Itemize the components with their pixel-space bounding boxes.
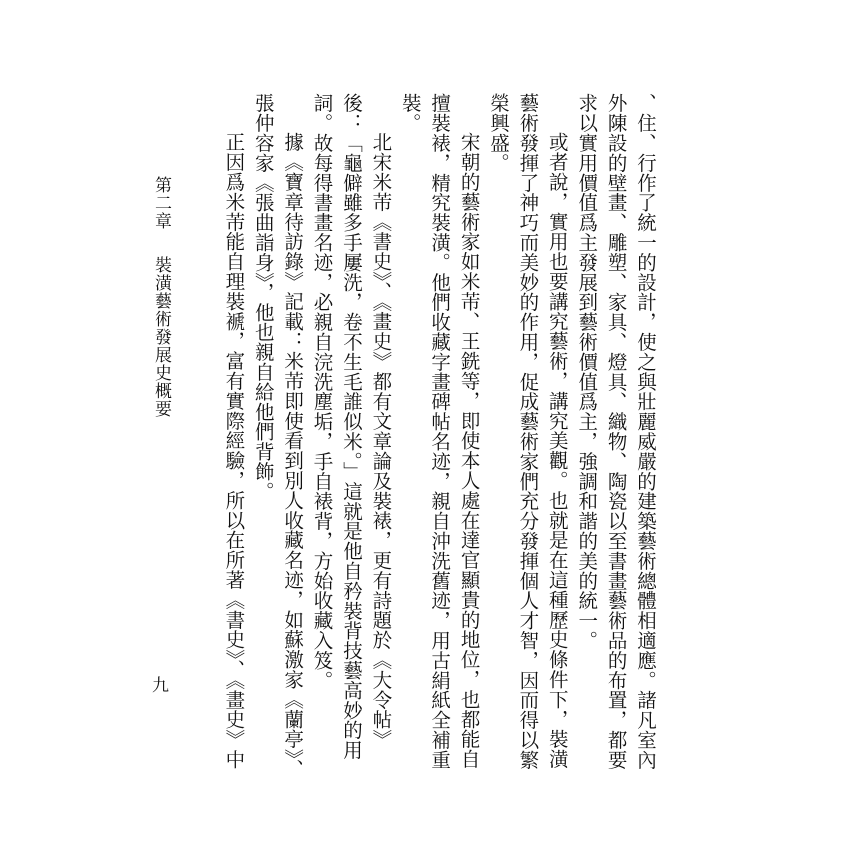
paragraph-1: 、住、行作了統一的設計，使之與壯麗威嚴的建築藝術總體相適應。諸凡室內外陳設的壁畫、雕塑、家具、燈具、織物、陶瓷以至書畫藝術品的布置，都要求以實用價值爲主發展到藝術價值爲主，強調和諧的美的統一。 [575,93,657,770]
paragraph-3: 宋朝的藝術家如米芾、王銑等，即使本人處在達官顯貴的地位，也都能自擅裝裱，精究裝潢。他們收藏字畫碑帖名迹，親自沖洗舊迹，用古絹紙全補重裝。 [398,93,481,770]
paragraph-2: 或者說，實用也要講究藝術，講究美觀。也就是在這種歷史條件下，裝潢藝術發揮了神巧而美妙的作用，促成藝術家們充分發揮個人才智，因而得以繁榮興盛。 [486,93,569,770]
body-text [220,93,660,783]
paragraph-5: 據《寶章待訪錄》記載：米芾即使看到別人收藏名迹，如蘇激家《蘭亭》、張仲容家《張曲詣身》，他也親自給他們背飾。 [251,93,305,779]
chapter-title: 裝潢藝術發展史概要 [151,256,171,418]
paragraph-6: 正因爲米芾能自理裝褫，富有實際經驗，所以在所著《書史》、《畫史》中 [222,132,246,770]
chapter-label: 第二章 [151,176,171,230]
running-head [144,176,174,436]
page-number: 九 [148,676,168,693]
paragraph-4: 北宋米芾《書史》、《畫史》都有文章論及裝裱，更有詩題於《大令帖》後：「龜僻雖多手屢洗，卷不生毛誰似米。」這就是他自矜裝背技藝高妙的用詞。故每得書畫名迹，必親自浣洗塵垢，手自裱背，方始收藏入笈。 [310,93,393,760]
